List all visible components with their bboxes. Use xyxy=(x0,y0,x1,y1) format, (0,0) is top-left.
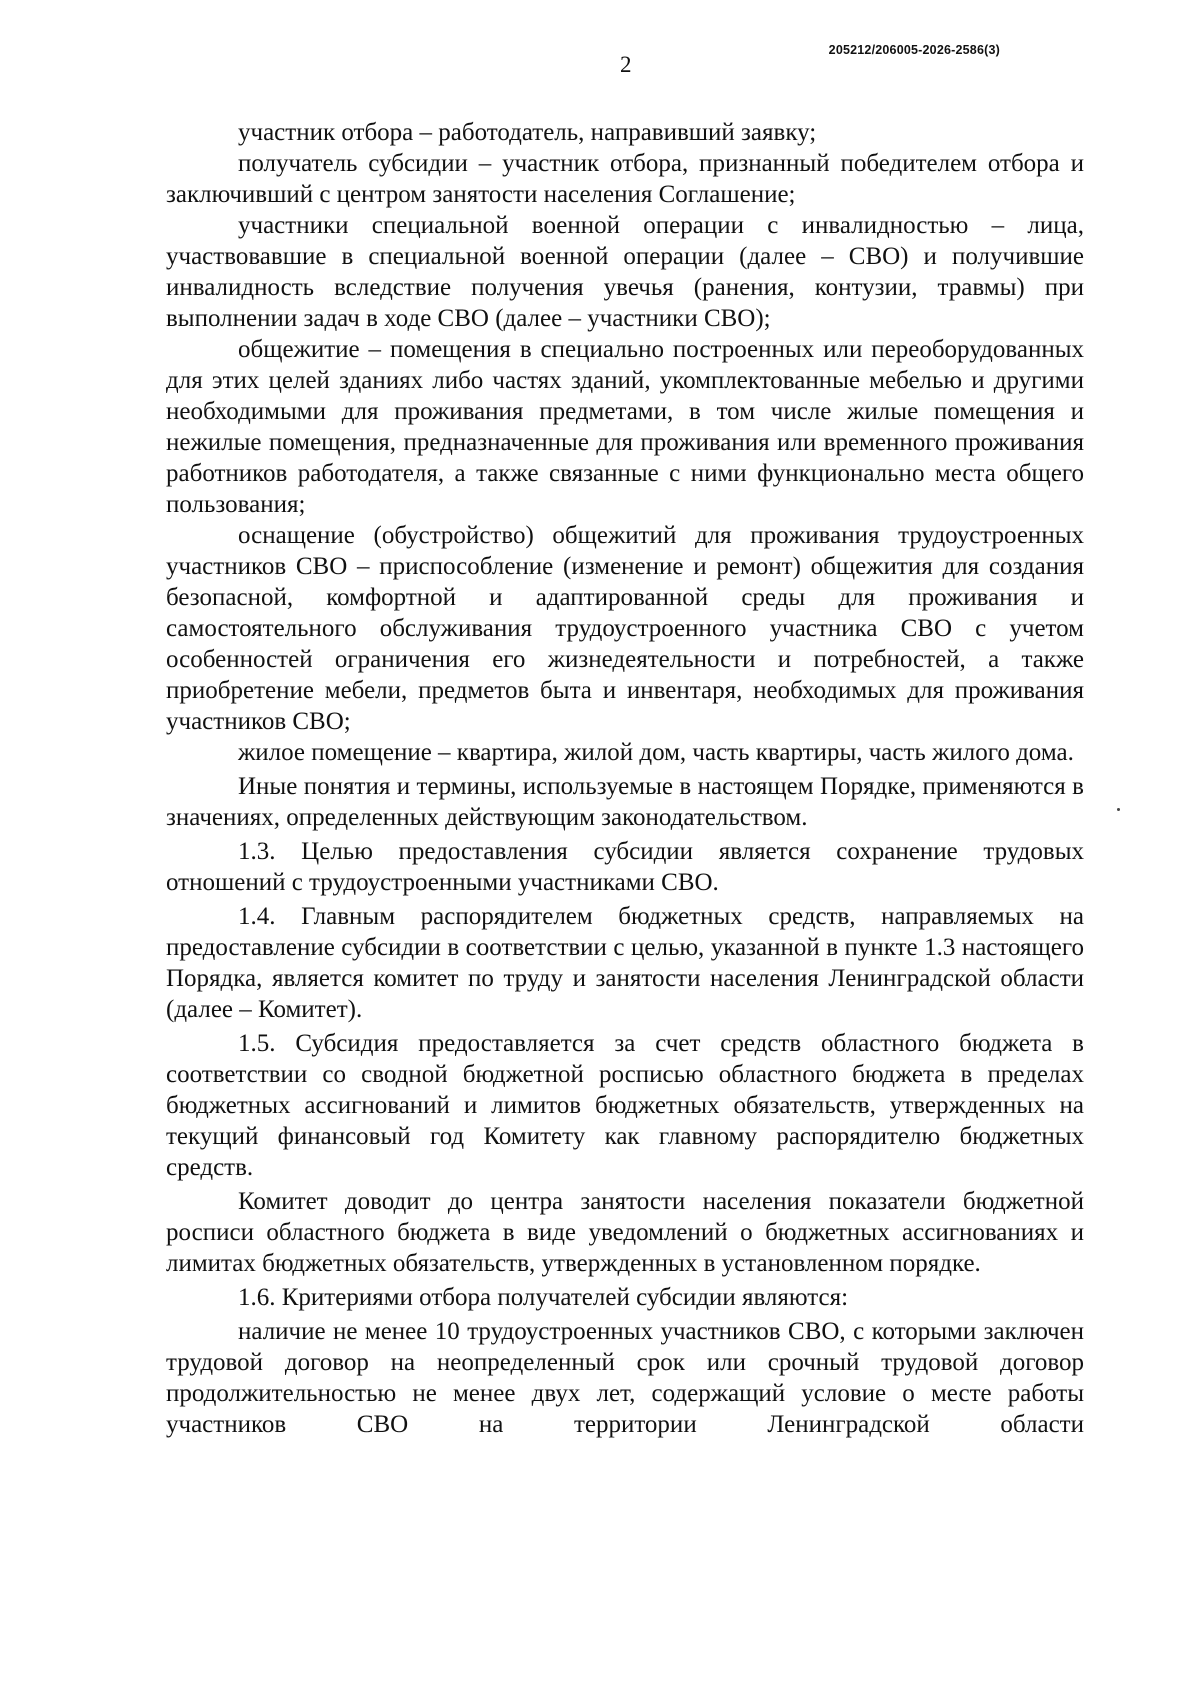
paragraph-svo-participants: участники специальной военной операции с инвалидностью – лица, участвовавшие в специальной военной операции (далее – СВО) и получившие инвалидность вследствие получения увечья (ранения, контузии, травмы) при выполнении задач в ходе СВО (далее – участники СВО); xyxy=(166,212,1084,332)
paragraph-criterion-employees: наличие не менее 10 трудоустроенных участников СВО, с которыми заключен трудовой договор на неопределенный срок или срочный трудовой договор продолжительностью не менее двух лет, содержащий условие о месте работы участников СВО на территории Ленинградской области xyxy=(166,1318,1084,1438)
page-number: 2 xyxy=(620,52,632,77)
paragraph-1-4-main-administrator: 1.4. Главным распорядителем бюджетных средств, направляемых на предоставление субсидии в соответствии с целью, указанной в пункте 1.3 настоящего Порядка, является комитет по труду и занятости населения Ленинградской области (далее – Комитет). xyxy=(166,903,1084,1023)
paragraph-1-5-funding-source: 1.5. Субсидия предоставляется за счет средств областного бюджета в соответствии со сводной бюджетной росписью областного бюджета в пределах бюджетных ассигнований и лимитов бюджетных обязательств, утвержденных на текущий финансовый год Комитету как главному распорядителю бюджетных средств. xyxy=(166,1030,1084,1181)
paragraph-subsidy-recipient: получатель субсидии – участник отбора, признанный победителем отбора и заключивший с центром занятости населения Соглашение; xyxy=(166,150,1084,208)
paragraph-1-6-criteria: 1.6. Критериями отбора получателей субсидии являются: xyxy=(238,1284,849,1311)
paragraph-dormitory: общежитие – помещения в специально построенных или переоборудованных для этих целей зданиях либо частях зданий, укомплектованные мебелью и другими необходимыми для проживания предметами, в том числе жилые помещения и нежилые помещения, предназначенные для проживания или временного проживания работников работодателя, а также связанные с ними функционально места общего пользования; xyxy=(166,336,1084,518)
paragraph-living-quarters: жилое помещение – квартира, жилой дом, часть квартиры, часть жилого дома. xyxy=(238,739,1074,766)
scan-speck xyxy=(1117,808,1120,811)
paragraph-other-terms: Иные понятия и термины, используемые в настоящем Порядке, применяются в значениях, определенных действующим законодательством. xyxy=(166,773,1084,831)
paragraph-selection-participant: участник отбора – работодатель, направивший заявку; xyxy=(238,119,817,146)
document-registration-number: 205212/206005-2026-2586(3) xyxy=(828,43,1000,57)
paragraph-1-3-purpose: 1.3. Целью предоставления субсидии является сохранение трудовых отношений с трудоустроенными участниками СВО. xyxy=(166,838,1084,896)
document-body xyxy=(166,117,1084,1440)
paragraph-dormitory-equipment: оснащение (обустройство) общежитий для проживания трудоустроенных участников СВО – приспособление (изменение и ремонт) общежития для создания безопасной, комфортной и адаптированной среды для проживания и самостоятельного обслуживания трудоустроенного участника СВО с учетом особенностей ограничения его жизнедеятельности и потребностей, а также приобретение мебели, предметов быта и инвентаря, необходимых для проживания участников СВО; xyxy=(166,522,1084,735)
paragraph-committee-notification: Комитет доводит до центра занятости населения показатели бюджетной росписи областного бюджета в виде уведомлений о бюджетных ассигнованиях и лимитах бюджетных обязательств, утвержденных в установленном порядке. xyxy=(166,1188,1084,1277)
